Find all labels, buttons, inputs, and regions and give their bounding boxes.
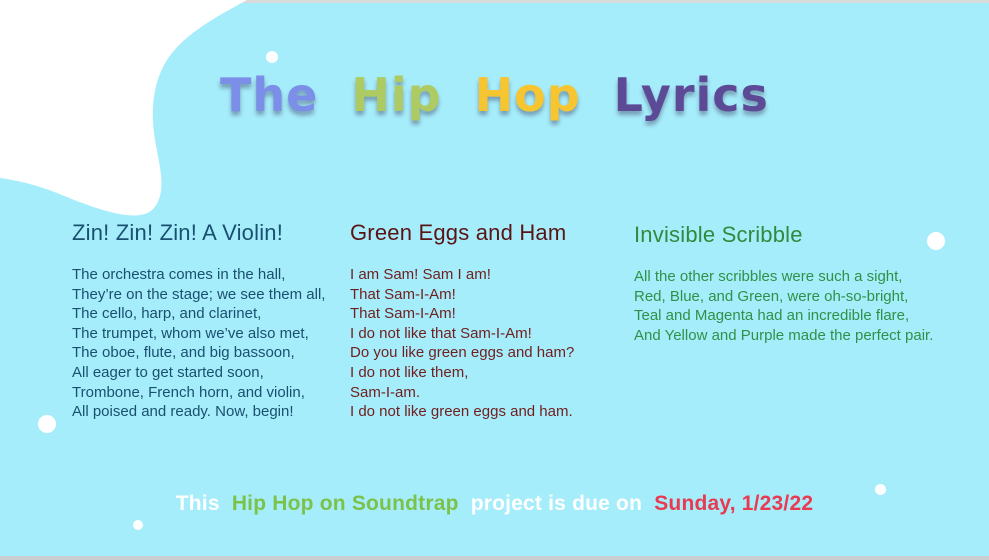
lyric-line: I do not like them, [350,363,469,381]
lyric-line: That Sam-I-Am! [350,285,456,303]
title-word: Hip [351,68,442,122]
footer-segment: project is due on [464,492,649,515]
lyric-line: And Yellow and Purple made the perfect pair. [634,326,934,344]
lyric-line: I do not like green eggs and ham. [350,403,573,421]
lyric-line: They’re on the stage; we see them all, [72,285,326,303]
deco-dot [38,415,56,433]
title-word: Lyrics [613,68,769,122]
lyrics-column-green-eggs-and-ham [350,219,635,422]
lyrics-body [634,267,969,345]
lyrics-column-invisible-scribble [634,221,969,345]
lyrics-body [72,265,362,422]
lyric-line: All the other scribbles were such a sight, [634,268,903,285]
footer-segment: This [175,492,226,515]
column-heading: Green Eggs and Ham [350,220,567,245]
lyric-line: Red, Blue, and Green, were oh-so-bright, [634,287,909,305]
deco-dot [133,520,143,530]
lyric-line: I do not like that Sam-I-Am! [350,324,532,342]
lyric-line: The oboe, flute, and big bassoon, [72,344,295,362]
project-due-note [0,492,989,516]
lyric-line: Sam-I-am. [350,383,421,401]
lyrics-column-zin-zin-zin [72,219,362,422]
column-heading: Zin! Zin! Zin! A Violin! [72,220,284,245]
lyric-line: That Sam-I-Am! [350,305,456,323]
lyric-line: The orchestra comes in the hall, [72,266,286,283]
column-heading: Invisible Scribble [634,222,803,247]
lyric-line: All poised and ready. Now, begin! [72,403,294,421]
title-word: The [220,68,319,122]
lyric-line: I am Sam! Sam I am! [350,266,491,283]
lyric-line: Do you like green eggs and ham? [350,344,575,362]
slide-title [0,68,989,122]
title-word: Hop [474,68,581,122]
lyric-line: All eager to get started soon, [72,363,264,381]
slide-bottom-edge-line [0,556,989,560]
lyric-line: Teal and Magenta had an incredible flare, [634,307,910,325]
lyrics-body [350,265,635,422]
footer-segment: Hip Hop on Soundtrap [231,492,459,515]
lyric-line: The cello, harp, and clarinet, [72,305,262,323]
lyric-line: Trombone, French horn, and violin, [72,383,305,401]
footer-segment: Sunday, 1/23/22 [654,492,814,515]
lyric-line: The trumpet, whom we’ve also met, [72,324,309,342]
deco-dot [266,51,278,63]
